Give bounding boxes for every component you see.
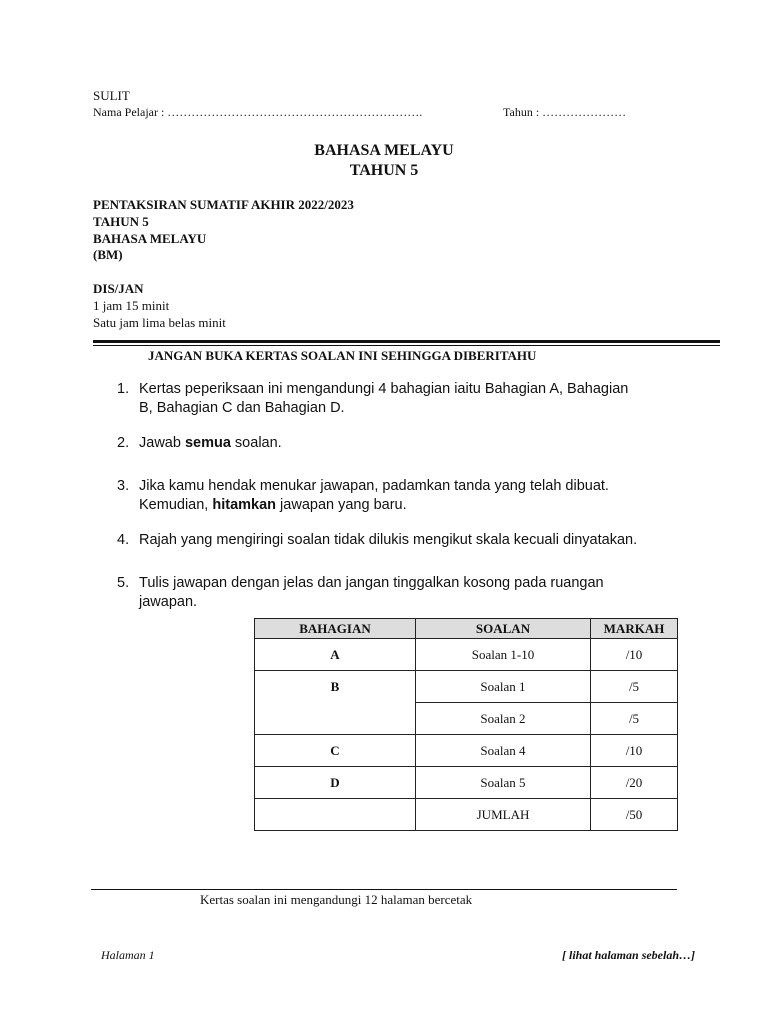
footer-divider (91, 889, 677, 890)
year-title: TAHUN 5 (349, 162, 419, 179)
pages-note: Kertas soalan ini mengandungi 12 halaman bercetak (200, 892, 473, 907)
exam-session: DIS/JAN (93, 281, 144, 296)
section-cell (255, 703, 416, 735)
divider-thick (93, 340, 720, 343)
question-cell: Soalan 5 (416, 767, 591, 799)
instruction-text: jawapan. (139, 594, 198, 610)
divider-thin (93, 345, 720, 346)
student-name-field[interactable]: Nama Pelajar : ………………………………………………………. (93, 105, 423, 119)
exam-duration: 1 jam 15 minit (93, 298, 170, 313)
marks-cell: /20 (591, 767, 678, 799)
table-row (255, 703, 678, 735)
next-page-note: [ lihat halaman sebelah…] (562, 948, 696, 962)
instruction-text: B, Bahagian C dan Bahagian D. (139, 400, 345, 416)
question-cell: Soalan 1 (416, 671, 591, 703)
section-cell: C (255, 735, 416, 767)
table-row (255, 767, 678, 799)
table-header-row (255, 619, 678, 639)
instruction-text: Rajah yang mengiringi soalan tidak dilukis mengikut skala kecuali dinyatakan. (139, 532, 638, 548)
instruction-text: Kertas peperiksaan ini mengandungi 4 bahagian iaitu Bahagian A, Bahagian (139, 381, 629, 397)
instruction-number: 3. (117, 478, 130, 494)
question-cell: JUMLAH (416, 799, 591, 831)
instruction-number: 4. (117, 532, 130, 548)
marks-cell: /5 (591, 703, 678, 735)
table-row (255, 671, 678, 703)
instruction-text: Tulis jawapan dengan jelas dan jangan tinggalkan kosong pada ruangan (139, 575, 604, 591)
column-header: MARKAH (591, 619, 678, 639)
column-header: SOALAN (416, 619, 591, 639)
table-row (255, 639, 678, 671)
question-cell: Soalan 4 (416, 735, 591, 767)
emphasis: hitamkan (212, 497, 277, 513)
section-cell: A (255, 639, 416, 671)
instruction-number: 1. (117, 381, 130, 397)
section-cell: B (255, 671, 416, 703)
table-total-row (255, 799, 678, 831)
instruction-text: Kemudian, hitamkan jawapan yang baru. (139, 497, 407, 513)
marks-table (254, 618, 678, 831)
marks-cell: /50 (591, 799, 678, 831)
column-header: BAHAGIAN (255, 619, 416, 639)
exam-name: PENTAKSIRAN SUMATIF AKHIR 2022/2023 (93, 197, 354, 212)
marks-cell: /10 (591, 735, 678, 767)
question-cell: Soalan 1-10 (416, 639, 591, 671)
table-row (255, 735, 678, 767)
sulit-label: SULIT (93, 88, 130, 103)
question-cell: Soalan 2 (416, 703, 591, 735)
instruction-number: 5. (117, 575, 130, 591)
emphasis: semua (184, 435, 231, 451)
exam-code: (BM) (93, 247, 123, 262)
instruction-text: Jika kamu hendak menukar jawapan, padamkan tanda yang telah dibuat. (139, 478, 609, 494)
instruction-number: 2. (117, 435, 130, 451)
section-cell (255, 799, 416, 831)
page-number: Halaman 1 (101, 948, 155, 962)
exam-subject: BAHASA MELAYU (93, 231, 207, 246)
exam-year: TAHUN 5 (93, 214, 149, 229)
section-cell: D (255, 767, 416, 799)
instruction-text: Jawab semua soalan. (139, 435, 282, 451)
marks-cell: /10 (591, 639, 678, 671)
subject-title: BAHASA MELAYU (314, 142, 454, 159)
year-field[interactable]: Tahun : ………………… (503, 105, 627, 119)
marks-cell: /5 (591, 671, 678, 703)
exam-duration-words: Satu jam lima belas minit (93, 315, 226, 330)
warning-text: JANGAN BUKA KERTAS SOALAN INI SEHINGGA DIBERITAHU (148, 348, 537, 363)
